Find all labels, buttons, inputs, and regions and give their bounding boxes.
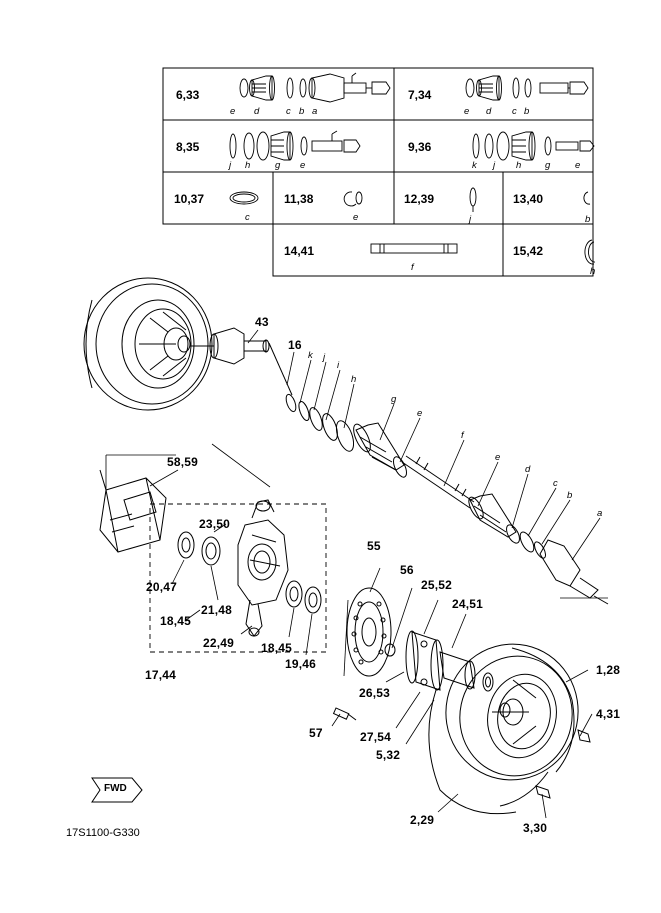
callout-43: 43 <box>255 315 269 329</box>
callout-57: 57 <box>309 726 323 740</box>
table-cell-7-34: 7,34 <box>408 88 432 102</box>
callout-22-49: 22,49 <box>203 636 235 650</box>
callout-21-48: 21,48 <box>201 603 233 617</box>
callout-24-51: 24,51 <box>452 597 484 611</box>
callout-26-53: 26,53 <box>359 686 391 700</box>
sub-letter-h: h <box>245 160 251 171</box>
main-sub-letter-i: i <box>337 360 340 371</box>
sub-letter-k: k <box>472 160 477 171</box>
callout-56: 56 <box>400 563 414 577</box>
main-sub-letter-j: j <box>323 352 326 363</box>
callout-16: 16 <box>288 338 302 352</box>
sub-letter-a: a <box>312 106 318 117</box>
table-cell-9-36: 9,36 <box>408 140 432 154</box>
part-code: 17S1100-G330 <box>66 827 140 839</box>
callout-19-46: 19,46 <box>285 657 317 671</box>
fwd-arrow-label: FWD <box>104 783 127 794</box>
callout-18-45-right: 18,45 <box>261 641 293 655</box>
main-sub-letter-a: a <box>597 508 603 519</box>
callout-58-59: 58,59 <box>167 455 199 469</box>
table-cell-10-37: 10,37 <box>174 192 205 206</box>
sub-letter-e-3: e <box>300 160 306 171</box>
main-sub-letter-f: f <box>461 430 464 441</box>
table-cell-13-40: 13,40 <box>513 192 544 206</box>
callout-55: 55 <box>367 539 381 553</box>
main-sub-letter-c: c <box>553 478 558 489</box>
callout-25-52: 25,52 <box>421 578 453 592</box>
callout-3-30: 3,30 <box>523 821 548 835</box>
sub-letter-j-3: j <box>469 214 472 225</box>
table-cell-12-39: 12,39 <box>404 192 435 206</box>
callout-23-50: 23,50 <box>199 517 231 531</box>
sub-letter-e: e <box>230 106 236 117</box>
sub-letter-e-2: e <box>464 106 470 117</box>
table-cell-14-41: 14,41 <box>284 244 315 258</box>
sub-letter-c-2: c <box>512 106 517 117</box>
sub-letter-h-3: h <box>590 266 596 277</box>
sub-letter-b-3: b <box>585 214 591 225</box>
main-sub-letter-h: h <box>351 374 357 385</box>
sub-letter-e-4: e <box>575 160 581 171</box>
callout-20-47: 20,47 <box>146 580 178 594</box>
table-cell-6-33: 6,33 <box>176 88 200 102</box>
table-cell-15-42: 15,42 <box>513 244 544 258</box>
sub-letter-b-2: b <box>524 106 530 117</box>
main-sub-letter-e-2: e <box>495 452 501 463</box>
callout-27-54: 27,54 <box>360 730 392 744</box>
table-cell-8-35: 8,35 <box>176 140 200 154</box>
sub-letter-c-3: c <box>245 212 250 223</box>
callout-4-31: 4,31 <box>596 707 621 721</box>
callout-1-28: 1,28 <box>596 663 621 677</box>
sub-letter-d-2: d <box>486 106 492 117</box>
sub-letter-g-2: g <box>545 160 551 171</box>
table-cell-11-38: 11,38 <box>284 192 314 206</box>
main-sub-letter-k: k <box>308 350 313 361</box>
sub-letter-e-5: e <box>353 212 359 223</box>
main-sub-letter-e: e <box>417 408 423 419</box>
sub-letter-j: j <box>229 160 232 171</box>
callout-5-32: 5,32 <box>376 748 401 762</box>
sub-letter-b: b <box>299 106 305 117</box>
sub-letter-h-2: h <box>516 160 522 171</box>
callout-18-45-left: 18,45 <box>160 614 192 628</box>
main-sub-letter-g: g <box>391 394 397 405</box>
callout-2-29: 2,29 <box>410 813 435 827</box>
sub-letter-d: d <box>254 106 260 117</box>
callout-17-44: 17,44 <box>145 668 177 682</box>
sub-letter-c: c <box>286 106 291 117</box>
sub-letter-j-2: j <box>493 160 496 171</box>
sub-letter-g: g <box>275 160 281 171</box>
main-sub-letter-b: b <box>567 490 573 501</box>
main-sub-letter-d: d <box>525 464 531 475</box>
sub-letter-f: f <box>411 262 414 273</box>
